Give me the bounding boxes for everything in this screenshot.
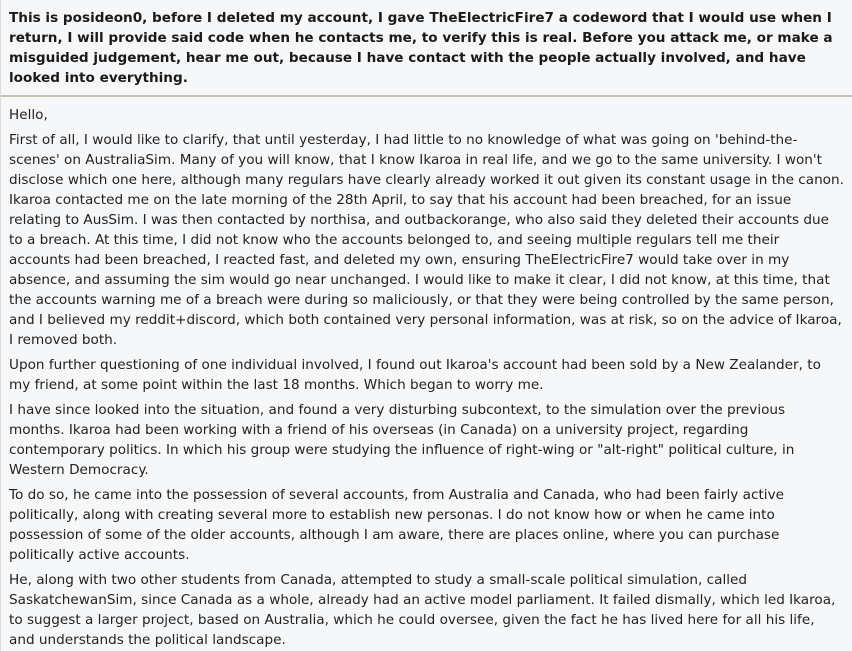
post-paragraph-clarification: First of all, I would like to clarify, that until yesterday, I had little to no knowledge of what was going on 'behind-the-scenes' on AustraliaSim. Many of you will know, that I know Ikaroa in real life, and we go to the same university. I won't disclose which one here, although many regulars have clearly already worked it out given its constant usage in the canon. Ikaroa contacted me on the late morning of the 28th April, to say that his account had been breached, for an issue relating to AusSim. I was then contacted by northisa, and outbackorange, who also said they deleted their accounts due to a breach. At this time, I did not know who the accounts belonged to, and seeing multiple regulars tell me their accounts had been breached, I reacted fast, and deleted my own, ensuring TheElectricFire7 would take over in my absence, and assuming the sim would go near unchanged. I would like to make it clear, I did not know, at this time, that the accounts warning me of a breach were during so maliciously, or that they were being controlled by the same person, and I believed my reddit+discord, which both contained very personal information, was at risk, so on the advice of Ikaroa, I removed both. — [9, 132, 844, 348]
post-paragraph-saskatchewansim: He, along with two other students from Canada, attempted to study a small-scale political simulation, called SaskatchewanSim, since Canada as a whole, already had an active model parliament. It failed dismally, which led Ikaroa, to suggest a larger project, based on Australia, which he could oversee, given the fact he has lived here for all his life, and understands the political landscape. — [9, 572, 836, 648]
post-paragraph-greeting: Hello, — [9, 107, 48, 123]
post-paragraph-account-sold: Upon further questioning of one individual involved, I found out Ikaroa's account had been sold by a New Zealander, to my friend, at some point within the last 18 months. Which began to worry me. — [9, 357, 821, 393]
post-paragraph-subcontext: I have since looked into the situation, and found a very disturbing subcontext, to the simulation over the previous months. Ikaroa had been working with a friend of his overseas (in Canada) on a university project, regarding contemporary politics. In which his group were studying the influence of right-wing or "alt-right" political culture, in Western Democracy. — [9, 402, 795, 478]
post-body — [1, 97, 852, 650]
post-paragraph-accounts-possession: To do so, he came into the possession of several accounts, from Australia and Canada, who had been fairly active politically, along with creating several more to establish new personas. I do not know how or when he came into possession of some of the older accounts, although I am aware, there are places online, where you can purchase politically active accounts. — [9, 487, 784, 563]
post-title[interactable]: This is posideon0, before I deleted my account, I gave TheElectricFire7 a codeword that I would use when I return, I will provide said code when he contacts me, to verify this is real. Before you attack me, or make a misguided judgement, hear me out, because I have contact with the people actually involved, and have looked into everything. — [1, 0, 852, 97]
